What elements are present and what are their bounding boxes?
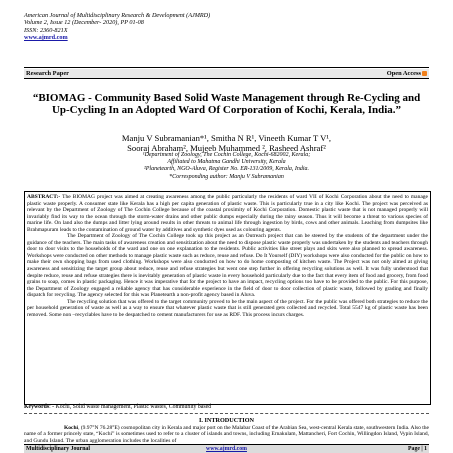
section-heading-introduction: I. INTRODUCTION — [198, 417, 254, 424]
intro-paragraph — [24, 425, 429, 444]
introduction-text — [24, 425, 429, 445]
intro-body: , (9.97°N 76.28°E) cosmopolitan city in Kerala and major port on the Malabar Coast of the Arabian Sea, west-central Kerala state, southwestern India. Also the name of a former princely state, “Kochi” is sometimes used to refer to a cluster of islands and towns, including Ernakulam, Mattancheri, Fort Cochin, Willingdon Island, Vypin Island, and Gundu Island. The urban agglomeration includes the localities of — [24, 425, 429, 444]
abstract-paragraph-2: The Department of Zoology of The Cochin College took up this project as an Outreach project that can be steered by the students of the department under the guidance of the teachers. The main tasks of awareness creation and sensitization about the need to dispose plastic waste properly was undertaken by the students and teachers through door to door visits to the households of the ward and one on one explanation to the residents. Public activities like street plays and skits were also planned to spread awareness. Workshops were conducted on other methods to manage plastic waste such as reduce, reuse and refuse. Do It Yourself (DIY) workshops were also conducted for the public on how to make their own shopping bags from used clothing. Workshops were also conducted on how to do home composting of kitchen waste. The Project was not only aimed at giving awareness and sensitizing the target group about reduce, reuse and refuse strategies but went one step further in offering recycling solutions as well. It was fully understood that despite reduce, reuse and refuse strategies there is inevitably generation of plastic waste in every household particularly due to the fact that every item of food and grocery, from food grains to soap, comes in plastic packaging. Hence it was imperative that for the project to have an impact, recycling options too have to be provided to the public. For this purpose, the Department of Zoology engaged a reliable agency that has considerable experience in the field of door to door collection of plastic waste, followed by grading and finally dispatch for recycling. The agency selected for this was Planetearth a non-profit agency based in Aluva. — [27, 233, 428, 299]
page-number: Page | 1 — [408, 446, 427, 452]
research-paper-label: Research Paper — [26, 70, 70, 77]
affiliation-3: ²Planetearth, NGO-Aluva, Register No. ER-131/2009, Kerala, India. — [143, 166, 310, 173]
journal-name: American Journal of Multidisciplinary Research & Development (AJMRD) — [24, 12, 211, 19]
abstract-label: ABSTRACT:- — [27, 194, 61, 200]
keywords-label: Keywords — [24, 404, 50, 410]
authors-line-1: Manju V Subramanian*¹, Smitha N R¹, Vineeth Kumar T V¹, — [121, 133, 332, 143]
paper-type-band — [24, 69, 429, 79]
affiliation-1: ¹Department of Zoology, The Cochin College, Kochi-682002, Kerala; — [142, 152, 311, 158]
header-rule — [24, 67, 429, 68]
section-divider — [24, 413, 429, 414]
footer-link[interactable]: www.ajmrd.com — [206, 446, 247, 452]
keywords — [24, 404, 429, 411]
open-access-label — [387, 70, 427, 77]
abstract-paragraph-1 — [27, 194, 428, 233]
abstract-text-1: The BIOMAG project was aimed at creating awareness among the public particularly the residents of ward VII of Kochi Corporation about the need to manage plastic waste properly. A consumer state like Kerala has a high per capita generation of plastic waste. This is particularly true in a city like Kochi. The project was perceived as relevant by the Department of Zoology of The Cochin College because of the coastal proximity of Kochi Corporation. Domestic plastic waste that is not managed properly will invariably find its way to the ocean through the storm-water drains and other public dumps especially during the rainy season. Thus it will become a threat to various species of marine life. On land also the dumps and litter lying around results in other threats to animal life through ingestion by birds, cows and other animals. Leaching from dumpsites like Brahmapuram leads to the contamination of ground water by additives and synthetic dyes used as colouring agents. — [27, 194, 428, 233]
keywords-text: : - Kochi, Solid waste management, Plastic wastes, Community based — [49, 404, 212, 410]
corresponding-author: *Corresponding author: Manju V Subramanian — [169, 173, 284, 180]
abstract-box — [24, 191, 431, 405]
journal-issn: ISSN: 2360-821X — [24, 26, 68, 34]
page-footer — [24, 444, 429, 453]
journal-link[interactable]: www.ajmrd.com — [24, 34, 68, 42]
footer-journal: Multidisciplinary Journal — [26, 446, 90, 452]
intro-lead: Kochi — [64, 425, 79, 431]
open-access-icon — [422, 71, 427, 76]
paper-title: “BIOMAG - Community Based Solid Waste Management through Re-Cycling and Up-Cycling In an Adopted Ward Of Corporation of Kochi, Kerala, India.” — [32, 92, 421, 117]
journal-volume: Volume 2, Issue 12 (December- 2020), PP 01-08 — [24, 19, 144, 27]
open-access-text: Open Access — [386, 70, 421, 77]
affiliations — [24, 152, 429, 181]
journal-header — [24, 12, 424, 42]
abstract-paragraph-3: The recycling solution that was offered to the target community proved to be the main aspect of the project. For the public was offered both strategies to reduce the per household generation of waste as well as a way to ensure that whatever plastic waste that is still generated gets collected and recycled. Total 5547 kg of plastic waste has been removed. Some non –recyclables have to be despatched to cement manufacturers for use as RDF. This process incurs charges. — [27, 298, 428, 318]
authors-line-2: Sooraj Abraham², Mujeeb Muhammed ², Rasheed Ashraf² — [127, 143, 326, 153]
author-list — [24, 133, 429, 153]
affiliation-2: Affiliated to Mahatma Gandhi University, Kerala — [167, 159, 286, 166]
